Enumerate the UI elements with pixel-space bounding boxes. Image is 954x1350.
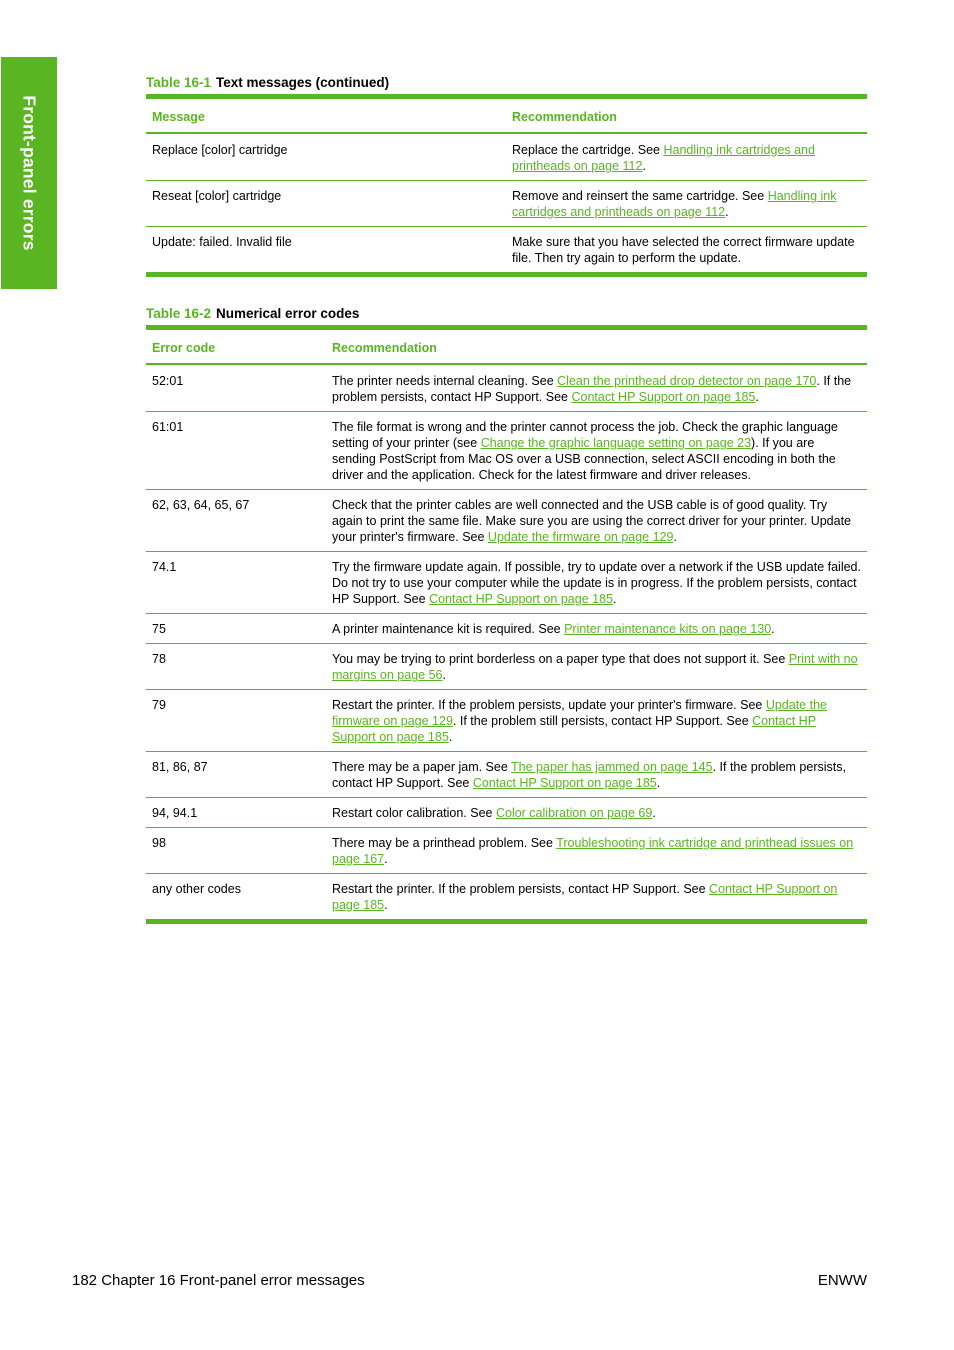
recommendation-cell: [326, 874, 867, 922]
recommendation-text: You may be trying to print borderless on a paper type that does not support it. See: [332, 652, 789, 666]
error-code-cell: 61:01: [146, 412, 326, 490]
recommendation-cell: [326, 364, 867, 412]
recommendation-text: .: [652, 806, 656, 820]
table1-caption-number: Table 16-1: [146, 75, 212, 90]
side-tab-label: Front-panel errors: [19, 95, 40, 251]
cross-reference-link[interactable]: Clean the printhead drop detector on page 170: [557, 374, 817, 388]
recommendation-cell: [506, 227, 867, 275]
recommendation-text: .: [642, 159, 646, 173]
table-row: [146, 614, 867, 644]
table-row: [146, 690, 867, 752]
recommendation-text: A printer maintenance kit is required. See: [332, 622, 565, 636]
error-code-cell: any other codes: [146, 874, 326, 922]
error-code-cell: 75: [146, 614, 326, 644]
chapter-side-tab: [1, 57, 57, 289]
recommendation-text: .: [725, 205, 729, 219]
table-row: [146, 133, 867, 181]
message-cell: Replace [color] cartridge: [152, 143, 288, 157]
recommendation-text: Replace the cartridge. See: [512, 143, 664, 157]
recommendation-text: . If the problem persists, contact HP Support. See: [332, 760, 846, 790]
cross-reference-link[interactable]: Contact HP Support on page 185: [472, 776, 657, 790]
recommendation-text: Try the firmware update again. If possible, try to update over a network if the USB update failed. Do not try to use your computer while the update is in progress. If the problem persists, contact HP Support. See: [332, 560, 861, 606]
recommendation-cell: [326, 614, 867, 644]
error-code-cell: 98: [146, 828, 326, 874]
cross-reference-link[interactable]: Handling ink cartridges and printheads on page 112: [512, 189, 837, 219]
cross-reference-link[interactable]: The paper has jammed on page 145: [511, 760, 713, 774]
table-header-row: [146, 97, 867, 134]
recommendation-cell: [506, 181, 867, 227]
cross-reference-link[interactable]: Contact HP Support on page 185: [332, 882, 838, 912]
recommendation-text: The file format is wrong and the printer cannot process the job. Check the graphic language setting of your printer (see: [332, 420, 838, 450]
error-code-cell: 52:01: [152, 374, 184, 388]
numerical-error-codes-table: [146, 325, 867, 924]
table2-caption: [146, 306, 359, 322]
column-header-message: Message: [146, 97, 506, 134]
table-row: [146, 644, 867, 690]
cross-reference-link[interactable]: Contact HP Support on page 185: [332, 714, 817, 744]
error-code-cell: 74.1: [146, 552, 326, 614]
table-row: [146, 364, 867, 412]
recommendation-text: .: [448, 730, 453, 744]
recommendation-text: Check that the printer cables are well connected and the USB cable is of good quality. Try again to print the same file. Make sure you are using the correct driver for your printer. Update your printer's firmware. See: [332, 498, 852, 544]
recommendation-text: Remove and reinsert the same cartridge. See: [512, 189, 768, 203]
footer-page-info: 182 Chapter 16 Front-panel error messages: [72, 1272, 365, 1289]
table-row: [146, 181, 867, 227]
cross-reference-link[interactable]: Contact HP Support on page 185: [571, 390, 756, 404]
error-code-cell: 94, 94.1: [146, 798, 326, 828]
recommendation-text: . If the problem still persists, contact HP Support. See: [452, 714, 753, 728]
table-row: [146, 752, 867, 798]
column-header-recommendation: Recommendation: [506, 97, 867, 134]
recommendation-text: .: [384, 898, 388, 912]
recommendation-text: .: [755, 390, 759, 404]
message-cell: Reseat [color] cartridge: [146, 181, 506, 227]
cross-reference-link[interactable]: Contact HP Support on page 185: [429, 592, 613, 606]
recommendation-text: Restart color calibration. See: [332, 806, 496, 820]
table-row: [146, 798, 867, 828]
cross-reference-link[interactable]: Troubleshooting ink cartridge and printhead issues on page 167: [332, 836, 854, 866]
error-code-cell: 79: [146, 690, 326, 752]
footer-enww: ENWW: [817, 1272, 867, 1289]
recommendation-text: Restart the printer. If the problem persists, update your printer's firmware. See: [332, 698, 766, 712]
recommendation-text: .: [771, 622, 775, 636]
recommendation-text: Restart the printer. If the problem persists, contact HP Support. See: [332, 882, 710, 896]
recommendation-text: . If the problem persists, contact HP Support. See: [332, 374, 852, 404]
table-row: [146, 874, 867, 922]
message-cell: Update: failed. Invalid file: [146, 227, 506, 275]
recommendation-text: .: [384, 852, 388, 866]
error-code-cell: 62, 63, 64, 65, 67: [146, 490, 326, 552]
recommendation-cell: [326, 828, 867, 874]
recommendation-text: ). If you are sending PostScript from Mac OS over a USB connection, select ASCII encoding in both the driver and the application. Check for the latest firmware and driver releases.: [332, 436, 836, 482]
error-code-cell: 81, 86, 87: [146, 752, 326, 798]
recommendation-cell: [326, 412, 867, 490]
recommendation-text: Make sure that you have selected the correct firmware update file. Then try again to perform the update.: [512, 235, 855, 265]
table-row: [146, 552, 867, 614]
table1-caption-title: Text messages (continued): [216, 75, 390, 90]
cross-reference-link[interactable]: Update the firmware on page 129: [487, 530, 674, 544]
cross-reference-link[interactable]: Color calibration on page 69: [495, 806, 653, 820]
text-messages-table: [146, 94, 867, 277]
table-row: [146, 412, 867, 490]
recommendation-cell: [506, 133, 867, 181]
cross-reference-link[interactable]: Print with no margins on page 56: [332, 652, 858, 682]
table2-caption-number: Table 16-2: [146, 306, 212, 321]
recommendation-text: .: [613, 592, 617, 606]
column-header-recommendation: Recommendation: [326, 328, 867, 365]
cross-reference-link[interactable]: Update the firmware on page 129: [332, 698, 827, 728]
recommendation-text: There may be a printhead problem. See: [332, 836, 557, 850]
recommendation-cell: [326, 644, 867, 690]
recommendation-text: .: [442, 668, 446, 682]
column-header-error-code: Error code: [146, 328, 326, 365]
recommendation-text: .: [673, 530, 677, 544]
recommendation-text: .: [656, 776, 661, 790]
recommendation-text: There may be a paper jam. See: [332, 760, 512, 774]
error-code-cell: 78: [146, 644, 326, 690]
cross-reference-link[interactable]: Printer maintenance kits on page 130: [564, 622, 772, 636]
table-row: [146, 227, 867, 275]
recommendation-cell: [326, 552, 867, 614]
cross-reference-link[interactable]: Change the graphic language setting on page 23: [480, 436, 752, 450]
cross-reference-link[interactable]: Handling ink cartridges and printheads on page 112: [512, 143, 815, 173]
table-row: [146, 490, 867, 552]
table-header-row: [146, 328, 867, 365]
recommendation-cell: [326, 490, 867, 552]
recommendation-cell: [326, 752, 867, 798]
recommendation-text: The printer needs internal cleaning. See: [332, 374, 558, 388]
table2-caption-title: Numerical error codes: [216, 306, 360, 321]
table-row: [146, 828, 867, 874]
recommendation-cell: [326, 690, 867, 752]
table1-caption: [146, 75, 389, 91]
recommendation-cell: [326, 798, 867, 828]
